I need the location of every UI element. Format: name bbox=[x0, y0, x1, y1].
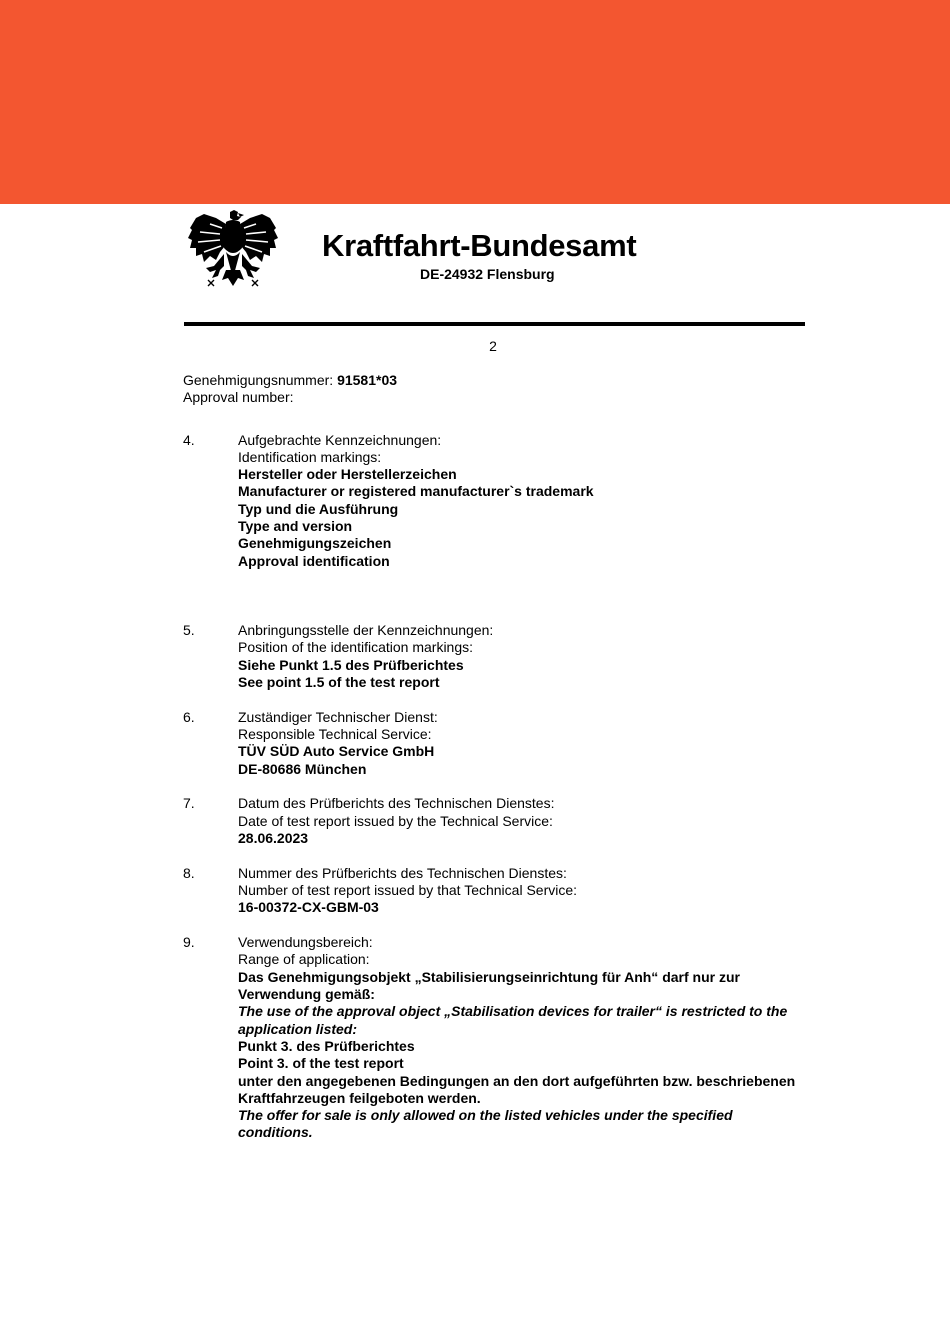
item-number: 9. bbox=[183, 934, 195, 951]
item-8 bbox=[183, 865, 808, 917]
approval-number: 91581*03 bbox=[337, 372, 398, 388]
item-title-en: Responsible Technical Service: bbox=[238, 725, 432, 742]
item-value: Punkt 3. des Prüfberichtes bbox=[238, 1037, 415, 1054]
document-body bbox=[183, 372, 808, 1142]
item-value: The use of the approval object „Stabilisation devices for trailer“ is restricted to the application listed: bbox=[238, 1003, 788, 1037]
item-value: Manufacturer or registered manufacturer`s trademark bbox=[238, 483, 594, 500]
item-body bbox=[238, 432, 808, 570]
item-6 bbox=[183, 709, 808, 778]
item-title-de: Aufgebrachte Kennzeichnungen: bbox=[238, 431, 442, 448]
item-title-de: Datum des Prüfberichts des Technischen Dienstes: bbox=[238, 795, 555, 812]
item-body bbox=[238, 709, 808, 778]
item-value: TÜV SÜD Auto Service GmbH bbox=[238, 743, 435, 760]
item-body bbox=[238, 934, 808, 1142]
item-value: Type and version bbox=[238, 518, 353, 535]
item-value: Genehmigungszeichen bbox=[238, 535, 392, 552]
item-number: 5. bbox=[183, 621, 195, 638]
item-value: Hersteller oder Herstellerzeichen bbox=[238, 466, 457, 483]
item-9 bbox=[183, 934, 808, 1142]
item-title-de: Zuständiger Technischer Dienst: bbox=[238, 708, 438, 725]
header-divider bbox=[184, 322, 805, 326]
item-title-en: Number of test report issued by that Technical Service: bbox=[238, 882, 578, 899]
item-4 bbox=[183, 432, 808, 570]
item-value: DE-80686 München bbox=[238, 760, 367, 777]
item-body bbox=[238, 622, 808, 691]
item-title-de: Anbringungsstelle der Kennzeichnungen: bbox=[238, 621, 494, 638]
item-value: unter den angegebenen Bedingungen an den dort aufgeführten bzw. beschriebenen Kraftfahrzeugen feilgeboten werden. bbox=[238, 1072, 796, 1106]
approval-label-en: Approval number: bbox=[183, 389, 294, 406]
item-number: 4. bbox=[183, 431, 195, 448]
item-title-en: Date of test report issued by the Technical Service: bbox=[238, 812, 553, 829]
top-accent-bar bbox=[0, 0, 950, 204]
item-value: The offer for sale is only allowed on the listed vehicles under the specified conditions. bbox=[238, 1107, 733, 1141]
item-title-en: Range of application: bbox=[238, 951, 370, 968]
item-value: Approval identification bbox=[238, 552, 390, 569]
item-value: Siehe Punkt 1.5 des Prüfberichtes bbox=[238, 656, 464, 673]
item-value: Typ und die Ausführung bbox=[238, 500, 399, 517]
item-5 bbox=[183, 622, 808, 691]
item-value: Das Genehmigungsobjekt „Stabilisierungseinrichtung für Anh“ darf nur zur Verwendung gemäß: bbox=[238, 968, 740, 1003]
item-number: 6. bbox=[183, 708, 195, 725]
item-value: See point 1.5 of the test report bbox=[238, 673, 440, 690]
item-value: 16-00372-CX-GBM-03 bbox=[238, 899, 379, 916]
item-value: Point 3. of the test report bbox=[238, 1055, 404, 1072]
federal-eagle-icon bbox=[186, 208, 280, 296]
approval-number-block bbox=[183, 372, 808, 407]
item-title-en: Identification markings: bbox=[238, 448, 382, 465]
item-number: 8. bbox=[183, 864, 195, 881]
item-title-de: Verwendungsbereich: bbox=[238, 934, 373, 951]
item-number: 7. bbox=[183, 795, 195, 812]
approval-number-line bbox=[183, 372, 808, 389]
item-body bbox=[238, 795, 808, 847]
item-title-de: Nummer des Prüfberichts des Technischen Dienstes: bbox=[238, 864, 567, 881]
item-7 bbox=[183, 795, 808, 847]
agency-address: DE-24932 Flensburg bbox=[420, 266, 555, 282]
agency-name: Kraftfahrt-Bundesamt bbox=[322, 228, 637, 263]
item-body bbox=[238, 865, 808, 917]
item-value: 28.06.2023 bbox=[238, 829, 309, 846]
approval-label-de: Genehmigungsnummer: bbox=[183, 372, 338, 388]
item-title-en: Position of the identification markings: bbox=[238, 639, 474, 656]
page-number: 2 bbox=[489, 338, 497, 354]
